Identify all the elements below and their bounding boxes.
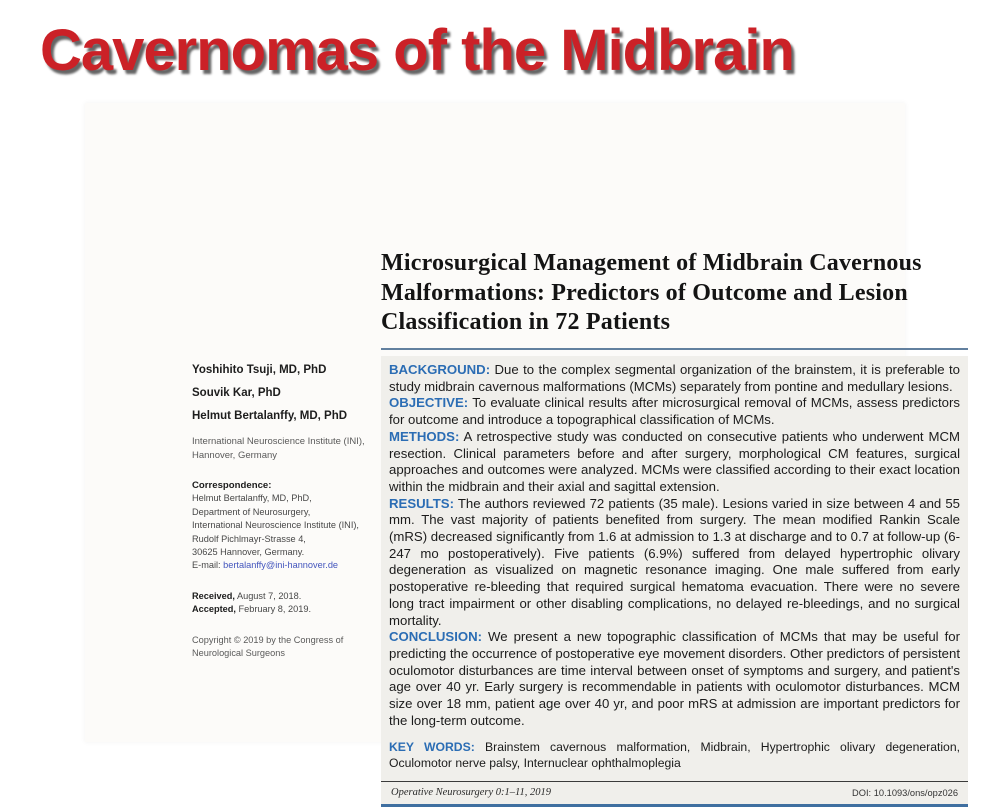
section-label: METHODS: — [389, 428, 460, 444]
section-text: To evaluate clinical results after microsurgical removal of MCMs, assess predictors for outcome and introduce a topographical classification of MCMs. — [389, 395, 960, 428]
scanned-paper-page — [85, 103, 961, 799]
author-list — [192, 359, 376, 428]
email-line — [192, 559, 376, 572]
correspondence-line: 30625 Hannover, Germany. — [192, 547, 305, 558]
section-label: RESULTS: — [389, 495, 454, 511]
author-line: Souvik Kar, PhD — [192, 387, 281, 399]
section-text: A retrospective study was conducted on consecutive patients who underwent MCM resection. Clinical parameters before and after surgery, morphological CM features, surgical approaches and outcomes were analyzed. MCMs were classified according to their exact location within the midbrain and their axial and sagittal extension. — [389, 428, 960, 494]
slide-title: Cavernomas of the Midbrain — [40, 18, 794, 83]
correspondence-line: Department of Neurosurgery, — [192, 506, 311, 517]
author-line: Helmut Bertalanffy, MD, PhD — [192, 410, 348, 422]
correspondence-line: Helmut Bertalanffy, MD, PhD, — [192, 493, 312, 504]
paper-footer — [381, 782, 968, 804]
abstract-text — [381, 356, 968, 772]
section-label: BACKGROUND: — [389, 362, 491, 377]
doi-text: DOI: 10.1093/ons/opz026 — [852, 787, 958, 798]
section-label: CONCLUSION: — [389, 629, 483, 645]
correspondence-block — [192, 479, 376, 573]
section-text: The authors reviewed 72 patients (35 male). Lesions varied in size between 4 and 55 mm. The vast majority of patients benefited from surgery. The mean modified Rankin Scale (mRS) decreased significantly from 1.6 at admission to 1.3 at discharge and to 0.7 at follow-up (6-247 mo postoperatively). Five patients (6.9%) suffered from delayed hypertrophic olivary degeneration as visualized on magnetic resonance imaging. One male suffered from early postoperative re-bleeding that required surgical hematoma evacuation. There were no severe long tract impairment or other disabling complications, no delayed re-bleedings, and no surgical mortality. — [389, 495, 960, 628]
title-divider — [381, 348, 968, 350]
correspondence-line: Rudolf Pichlmayr-Strasse 4, — [192, 533, 306, 544]
abstract-section-background — [389, 362, 960, 395]
received-value: August 7, 2018. — [236, 590, 302, 601]
correspondence-line: International Neuroscience Institute (INI), — [192, 520, 359, 531]
received-line — [192, 590, 376, 603]
dates-block — [192, 590, 376, 617]
abstract-section-conclusion — [389, 629, 960, 729]
abstract-section-results — [389, 496, 960, 630]
paper-title: Microsurgical Management of Midbrain Cavernous Malformations: Predictors of Outcome and Lesion Classification in 72 Patients — [381, 250, 922, 335]
abstract-section-objective — [389, 395, 960, 428]
paper-left-column — [192, 359, 376, 660]
email-link[interactable]: bertalanffy@ini-hannover.de — [223, 560, 339, 571]
correspondence-heading: Correspondence: — [192, 480, 272, 491]
abstract-section-methods — [389, 429, 960, 496]
accepted-label: Accepted, — [192, 604, 236, 615]
section-label: OBJECTIVE: — [389, 395, 469, 411]
copyright-notice: Copyright © 2019 by the Congress of Neurological Surgeons — [192, 634, 344, 659]
section-text: We present a new topographic classification of MCMs that may be useful for predicting the occurrence of postoperative eye movement disorders. Other predictors of persistent oculomotor disturbances are time interval between onset of symptoms and surgery, and patient's age over 40 yr. Early surgery is recommendable in patients with oculomotor disturbances. MCM size over 18 mm, patient age over 40 yr, and poor mRS at admission are important predictors for the long-term outcome. — [389, 629, 961, 728]
keywords-text: Brainstem cavernous malformation, Midbrain, Hypertrophic olivary degeneration, Oculomotor nerve palsy, Internuclear ophthalmoplegia — [389, 740, 961, 771]
keywords-label: KEY WORDS: — [389, 740, 475, 755]
accepted-value: February 8, 2019. — [238, 604, 312, 615]
section-text: Due to the complex segmental organization of the brainstem, it is preferable to study midbrain cavernous malformations (MCMs) separately from pontine and medullary lesions. — [389, 362, 960, 394]
email-label: E-mail: — [192, 560, 221, 571]
abstract-box — [381, 356, 968, 807]
accepted-line — [192, 603, 376, 616]
received-label: Received, — [192, 590, 235, 601]
affiliation: International Neuroscience Institute (INI), Hannover, Germany — [192, 436, 365, 461]
author-line: Yoshihito Tsuji, MD, PhD — [192, 364, 327, 376]
journal-citation: Operative Neurosurgery 0:1–11, 2019 — [391, 787, 552, 799]
keywords-section — [389, 740, 960, 771]
